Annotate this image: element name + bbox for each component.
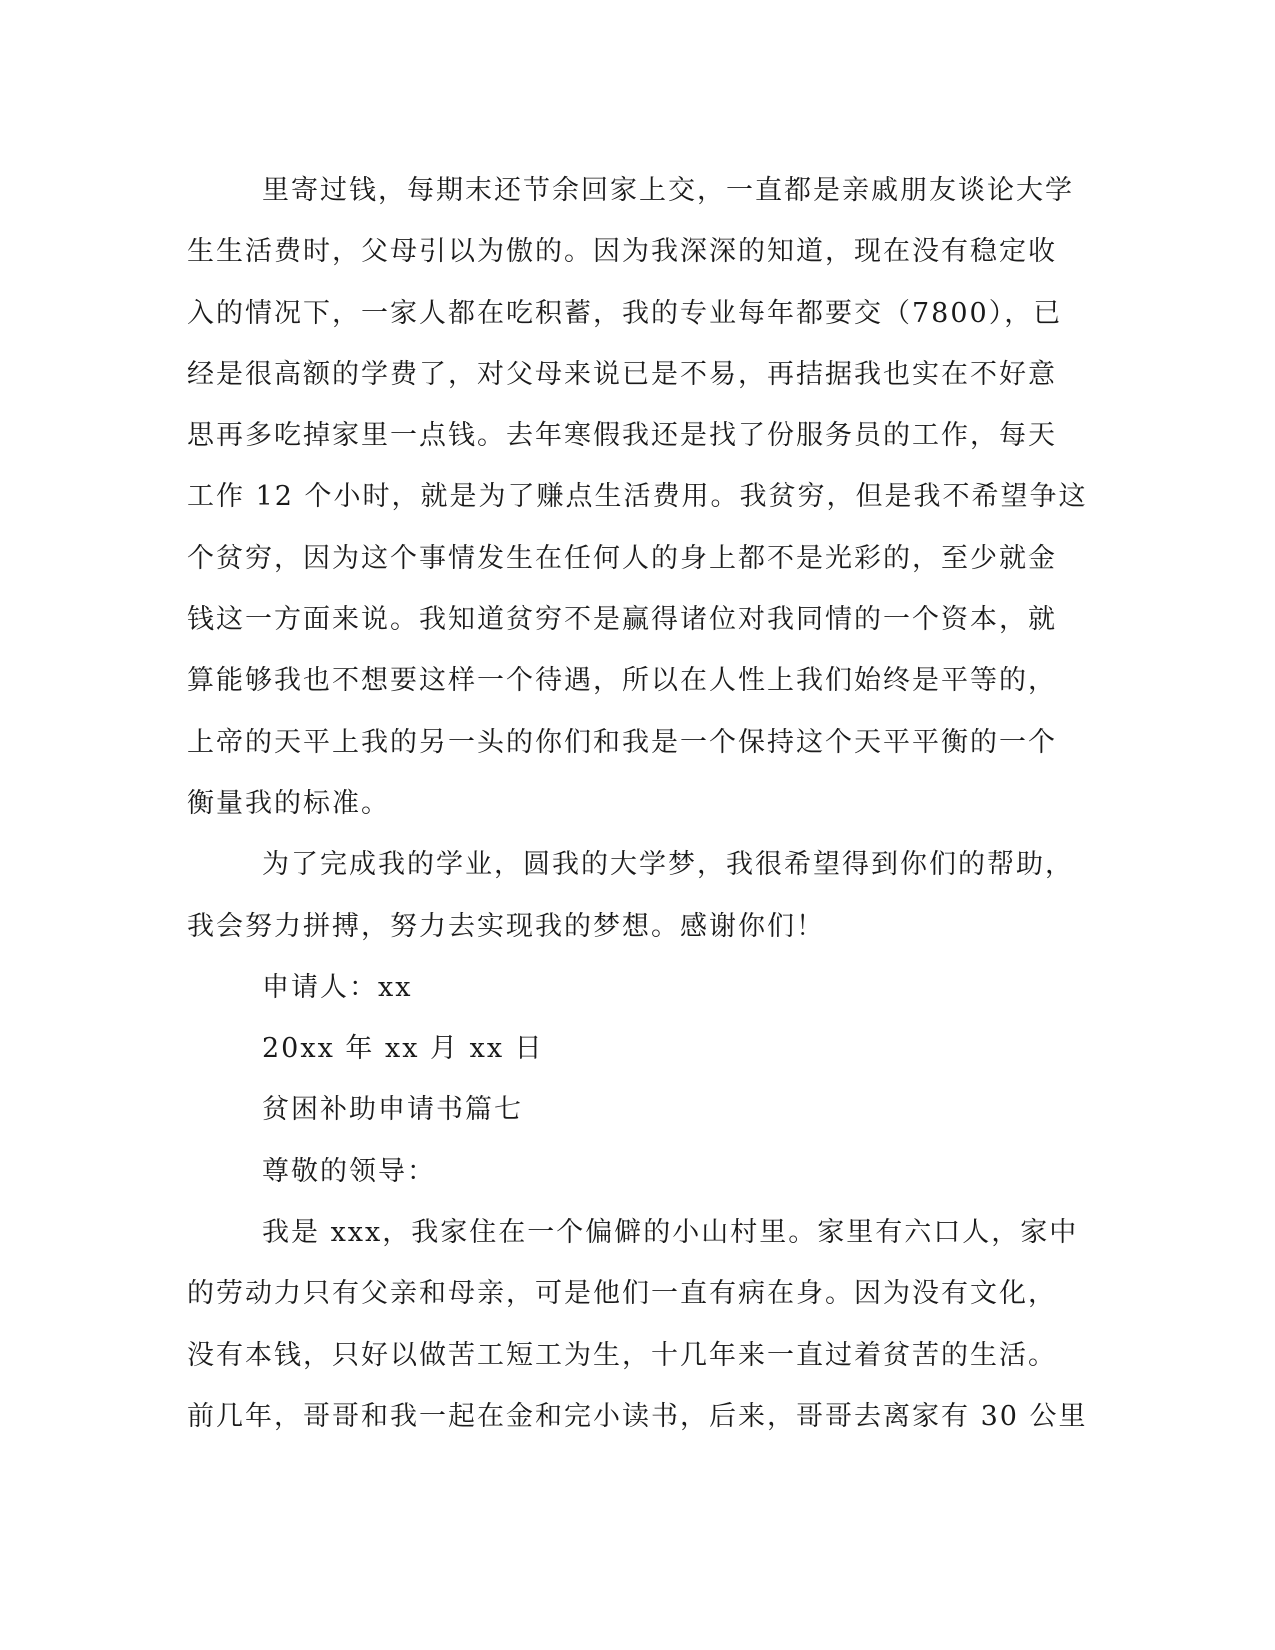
text-line: 入的情况下，一家人都在吃积蓄，我的专业每年都要交（7800），已: [187, 297, 1063, 329]
text-line: 没有本钱，只好以做苦工短工为生，十几年来一直过着贫苦的生活。: [187, 1339, 1057, 1371]
section-title: [187, 1079, 1067, 1140]
salutation: [187, 1141, 1067, 1202]
text-line: 上帝的天平上我的另一头的你们和我是一个保持这个天平平衡的一个: [187, 726, 1057, 758]
date-line: [187, 1018, 1067, 1079]
text-line: 经是很高额的学费了，对父母来说已是不易，再拮据我也实在不好意: [187, 358, 1057, 390]
text-line: 我会努力拼搏，努力去实现我的梦想。感谢你们！: [187, 910, 825, 942]
text-line: 衡量我的标准。: [187, 787, 390, 819]
text-line: 钱这一方面来说。我知道贫穷不是赢得诸位对我同情的一个资本，就: [187, 604, 1057, 636]
text-line: 我是 xxx，我家住在一个偏僻的小山村里。家里有六口人，家中: [262, 1217, 1079, 1249]
text-line: 里寄过钱，每期末还节余回家上交，一直都是亲戚朋友谈论大学: [262, 175, 1074, 206]
text-line: 生生活费时，父母引以为傲的。因为我深深的知道，现在没有稳定收: [187, 236, 1057, 268]
text-line: 申请人：xx: [262, 971, 413, 1003]
applicant-line: [187, 957, 1067, 1018]
text-line: 的劳动力只有父亲和母亲，可是他们一直有病在身。因为没有文化，: [187, 1278, 1057, 1310]
text-line: 思再多吃掉家里一点钱。去年寒假我还是找了份服务员的工作，每天: [187, 420, 1057, 452]
text-line: 20xx 年 xx 月 xx 日: [262, 1033, 544, 1065]
text-line: 工作 12 个小时，就是为了赚点生活费用。我贫穷，但是我不希望争这: [187, 481, 1088, 513]
text-line: 个贫穷，因为这个事情发生在任何人的身上都不是光彩的，至少就金: [187, 542, 1057, 574]
text-line: 为了完成我的学业，圆我的大学梦，我很希望得到你们的帮助，: [262, 849, 1074, 881]
text-line: 算能够我也不想要这样一个待遇，所以在人性上我们始终是平等的，: [187, 665, 1057, 697]
document-body: [187, 160, 1088, 1447]
text-line: 前几年，哥哥和我一起在金和完小读书，后来，哥哥去离家有 30 公里: [187, 1400, 1088, 1432]
text-line: 贫困补助申请书篇七: [262, 1094, 523, 1126]
paragraph: [187, 1202, 1088, 1447]
paragraph: [187, 160, 1088, 834]
text-line: 尊敬的领导：: [262, 1155, 436, 1187]
paragraph: [187, 834, 1074, 957]
